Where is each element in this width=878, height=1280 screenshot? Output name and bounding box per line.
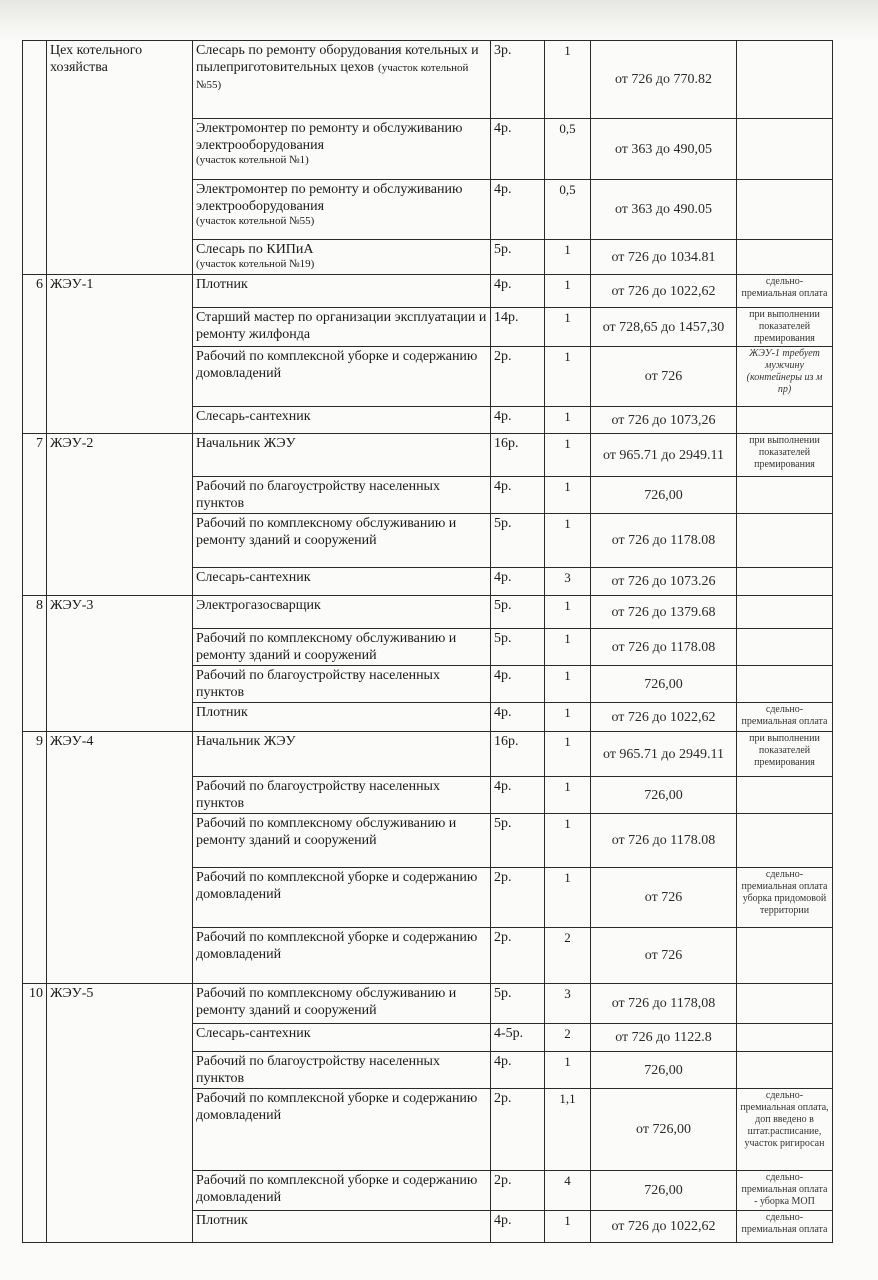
position-cell [193, 275, 491, 308]
position-title: Рабочий по комплексному обслуживанию и ремонту зданий и сооружений [196, 816, 457, 848]
rate-cell: 1 [545, 308, 591, 347]
position-cell [193, 240, 491, 275]
rate-cell: 0,5 [545, 180, 591, 240]
grade-cell: 4р. [491, 275, 545, 308]
note-cell: сдельно-премиальная оплата [737, 703, 833, 732]
salary-cell: 726,00 [591, 1171, 737, 1211]
rate-cell: 4 [545, 1171, 591, 1211]
grade-cell: 5р. [491, 240, 545, 275]
salary-cell: от 726 до 1034.81 [591, 240, 737, 275]
rate-cell: 1 [545, 777, 591, 814]
scan-top-shadow [0, 0, 878, 40]
salary-cell: 726,00 [591, 477, 737, 514]
position-title: Рабочий по благоустройству населенных пунктов [196, 779, 440, 811]
rate-cell: 1,1 [545, 1089, 591, 1171]
salary-cell: 726,00 [591, 1052, 737, 1089]
salary-cell: от 726 [591, 928, 737, 984]
position-cell [193, 347, 491, 407]
position-title: Рабочий по комплексной уборке и содержанию домовладений [196, 870, 478, 902]
grade-cell: 5р. [491, 629, 545, 666]
rate-cell: 1 [545, 275, 591, 308]
rate-cell: 1 [545, 514, 591, 568]
salary-cell: от 726,00 [591, 1089, 737, 1171]
rate-cell: 1 [545, 596, 591, 629]
rate-cell: 1 [545, 434, 591, 477]
salary-cell: от 726 до 770.82 [591, 41, 737, 119]
position-subtitle: (участок котельной №55) [196, 62, 469, 91]
salary-cell: от 726 до 1022,62 [591, 275, 737, 308]
salary-cell: от 726 до 1073,26 [591, 407, 737, 434]
grade-cell: 4р. [491, 703, 545, 732]
department-cell: ЖЭУ-4 [47, 732, 193, 984]
note-cell: сдельно-премиальная оплата - уборка МОП [737, 1171, 833, 1211]
note-cell: при выполнении показателей премирования [737, 732, 833, 777]
grade-cell: 5р. [491, 814, 545, 868]
position-title: Плотник [196, 705, 248, 720]
position-title: Электрогазосварщик [196, 598, 321, 613]
note-cell [737, 984, 833, 1024]
grade-cell: 2р. [491, 868, 545, 928]
note-cell [737, 1052, 833, 1089]
note-cell [737, 777, 833, 814]
salary-cell: от 726 до 1379.68 [591, 596, 737, 629]
grade-cell: 4-5р. [491, 1024, 545, 1052]
rate-cell: 1 [545, 41, 591, 119]
salary-cell: от 726 до 1178,08 [591, 984, 737, 1024]
salary-cell: от 363 до 490,05 [591, 119, 737, 180]
department-cell: ЖЭУ-5 [47, 984, 193, 1243]
note-cell [737, 180, 833, 240]
note-cell [737, 119, 833, 180]
position-title: Старший мастер по организации эксплуатации и ремонту жилфонда [196, 310, 487, 342]
position-title: Слесарь-сантехник [196, 1026, 311, 1041]
row-number-cell: 6 [23, 275, 47, 434]
grade-cell: 4р. [491, 180, 545, 240]
salary-cell: 726,00 [591, 777, 737, 814]
department-cell: ЖЭУ-3 [47, 596, 193, 732]
position-cell [193, 629, 491, 666]
salary-cell: от 726 до 1122.8 [591, 1024, 737, 1052]
note-cell: ЖЭУ-1 требует мужчину (контейнеры из м пр) [737, 347, 833, 407]
position-title: Электромонтер по ремонту и обслуживанию электрооборудования [196, 121, 463, 153]
position-title: Слесарь по КИПиА [196, 242, 314, 257]
note-cell: сдельно-премиальная оплата уборка придомовой территории [737, 868, 833, 928]
salary-cell: от 726 до 1178.08 [591, 514, 737, 568]
salary-cell: от 726 до 1022,62 [591, 703, 737, 732]
position-cell [193, 1052, 491, 1089]
rate-cell: 1 [545, 814, 591, 868]
table-row [23, 41, 833, 119]
grade-cell: 14р. [491, 308, 545, 347]
rate-cell: 1 [545, 666, 591, 703]
note-cell [737, 666, 833, 703]
row-number-cell: 7 [23, 434, 47, 596]
grade-cell: 2р. [491, 1089, 545, 1171]
position-cell [193, 41, 491, 119]
position-cell [193, 666, 491, 703]
position-cell [193, 308, 491, 347]
position-cell [193, 1089, 491, 1171]
position-title: Рабочий по комплексной уборке и содержанию домовладений [196, 1173, 478, 1205]
position-title: Рабочий по благоустройству населенных пунктов [196, 1054, 440, 1086]
grade-cell: 16р. [491, 434, 545, 477]
rate-cell: 1 [545, 1052, 591, 1089]
rate-cell: 1 [545, 732, 591, 777]
department-cell: ЖЭУ-1 [47, 275, 193, 434]
rate-cell: 3 [545, 568, 591, 596]
salary-cell: от 726 до 1073.26 [591, 568, 737, 596]
grade-cell: 2р. [491, 928, 545, 984]
rate-cell: 1 [545, 477, 591, 514]
row-number-cell: 8 [23, 596, 47, 732]
note-cell: сдельно-премиальная оплата [737, 1211, 833, 1243]
position-title: Плотник [196, 1213, 248, 1228]
salary-cell: 726,00 [591, 666, 737, 703]
note-cell: сдельно-премиальная оплата, доп введено в штат.расписание, участок ригиросан [737, 1089, 833, 1171]
department-cell: Цех котельного хозяйства [47, 41, 193, 275]
rate-cell: 1 [545, 1211, 591, 1243]
rate-cell: 0,5 [545, 119, 591, 180]
rate-cell: 1 [545, 240, 591, 275]
salary-cell: от 726 [591, 868, 737, 928]
grade-cell: 2р. [491, 1171, 545, 1211]
position-cell [193, 568, 491, 596]
note-cell [737, 629, 833, 666]
position-title: Слесарь-сантехник [196, 570, 311, 585]
position-title: Рабочий по комплексному обслуживанию и ремонту зданий и сооружений [196, 631, 457, 663]
table-row [23, 596, 833, 629]
position-title: Рабочий по комплексной уборке и содержанию домовладений [196, 1091, 478, 1123]
grade-cell: 5р. [491, 514, 545, 568]
rate-cell: 1 [545, 703, 591, 732]
position-title: Рабочий по комплексному обслуживанию и ремонту зданий и сооружений [196, 516, 457, 548]
position-cell [193, 1211, 491, 1243]
grade-cell: 3р. [491, 41, 545, 119]
note-cell: при выполнении показателей премирования [737, 434, 833, 477]
note-cell [737, 514, 833, 568]
salary-cell: от 726 до 1178.08 [591, 629, 737, 666]
grade-cell: 4р. [491, 1052, 545, 1089]
position-cell [193, 180, 491, 240]
staffing-table [22, 40, 833, 1243]
grade-cell: 4р. [491, 119, 545, 180]
grade-cell: 5р. [491, 596, 545, 629]
rate-cell: 1 [545, 629, 591, 666]
note-cell [737, 41, 833, 119]
salary-cell: от 965.71 до 2949.11 [591, 434, 737, 477]
salary-cell: от 965.71 до 2949.11 [591, 732, 737, 777]
grade-cell: 4р. [491, 568, 545, 596]
rate-cell: 1 [545, 868, 591, 928]
grade-cell: 5р. [491, 984, 545, 1024]
position-subtitle: (участок котельной №55) [196, 215, 315, 227]
salary-cell: от 726 до 1178.08 [591, 814, 737, 868]
grade-cell: 2р. [491, 347, 545, 407]
salary-cell: от 726 [591, 347, 737, 407]
position-cell [193, 814, 491, 868]
note-cell [737, 407, 833, 434]
note-cell [737, 814, 833, 868]
position-title: Рабочий по комплексной уборке и содержанию домовладений [196, 930, 478, 962]
grade-cell: 4р. [491, 1211, 545, 1243]
position-title: Начальник ЖЭУ [196, 734, 296, 749]
rate-cell: 1 [545, 407, 591, 434]
rate-cell: 2 [545, 928, 591, 984]
note-cell [737, 568, 833, 596]
position-cell [193, 1171, 491, 1211]
position-cell [193, 596, 491, 629]
note-cell [737, 1024, 833, 1052]
position-title: Рабочий по благоустройству населенных пунктов [196, 479, 440, 511]
position-cell [193, 434, 491, 477]
position-cell [193, 732, 491, 777]
position-subtitle: (участок котельной №19) [196, 258, 315, 270]
grade-cell: 4р. [491, 477, 545, 514]
row-number-cell: 10 [23, 984, 47, 1243]
position-title: Слесарь по ремонту оборудования котельных и пылеприготовительных цехов [196, 43, 479, 75]
position-title: Электромонтер по ремонту и обслуживанию электрооборудования [196, 182, 463, 214]
position-cell [193, 928, 491, 984]
position-title: Плотник [196, 277, 248, 292]
department-cell: ЖЭУ-2 [47, 434, 193, 596]
rate-cell: 3 [545, 984, 591, 1024]
position-title: Рабочий по комплексной уборке и содержанию домовладений [196, 349, 478, 381]
position-cell [193, 703, 491, 732]
rate-cell: 2 [545, 1024, 591, 1052]
salary-cell: от 728,65 до 1457,30 [591, 308, 737, 347]
position-subtitle: (участок котельной №1) [196, 154, 309, 166]
position-title: Слесарь-сантехник [196, 409, 311, 424]
table-row [23, 732, 833, 777]
grade-cell: 4р. [491, 407, 545, 434]
position-cell [193, 514, 491, 568]
grade-cell: 16р. [491, 732, 545, 777]
note-cell [737, 240, 833, 275]
row-number-cell [23, 41, 47, 275]
table-body [23, 41, 833, 1243]
row-number-cell: 9 [23, 732, 47, 984]
grade-cell: 4р. [491, 666, 545, 703]
position-cell [193, 984, 491, 1024]
rate-cell: 1 [545, 347, 591, 407]
note-cell [737, 928, 833, 984]
table-row [23, 275, 833, 308]
position-title: Рабочий по благоустройству населенных пунктов [196, 668, 440, 700]
position-cell [193, 777, 491, 814]
note-cell: сдельно-премиальная оплата [737, 275, 833, 308]
salary-cell: от 726 до 1022,62 [591, 1211, 737, 1243]
note-cell [737, 596, 833, 629]
table-row [23, 434, 833, 477]
position-cell [193, 119, 491, 180]
position-cell [193, 1024, 491, 1052]
position-cell [193, 407, 491, 434]
note-cell: при выполнении показателей премирования [737, 308, 833, 347]
table-row [23, 984, 833, 1024]
salary-cell: от 363 до 490.05 [591, 180, 737, 240]
note-cell [737, 477, 833, 514]
position-cell [193, 868, 491, 928]
position-title: Начальник ЖЭУ [196, 436, 296, 451]
grade-cell: 4р. [491, 777, 545, 814]
position-title: Рабочий по комплексному обслуживанию и ремонту зданий и сооружений [196, 986, 457, 1018]
position-cell [193, 477, 491, 514]
